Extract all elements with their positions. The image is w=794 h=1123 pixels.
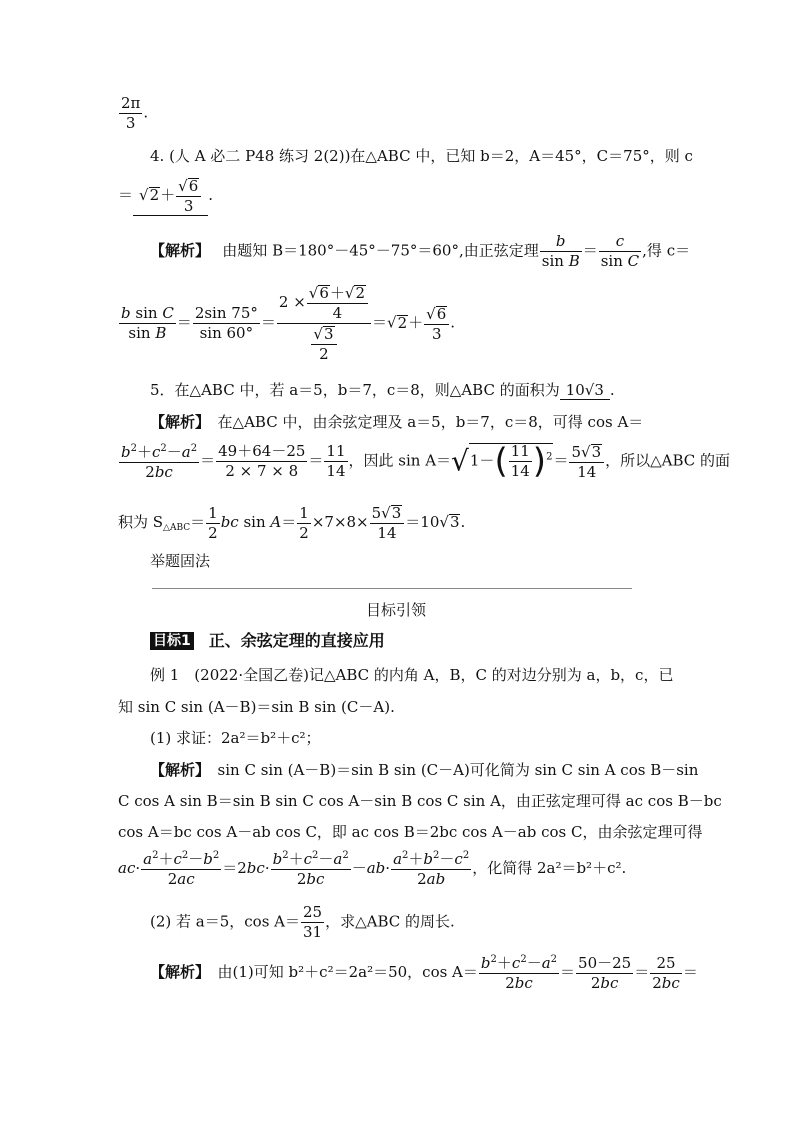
problem-4-answer: ＝ √2＋ $\frac{√6}{3}$ . (118, 177, 214, 215)
solution-4-line1: 【解析】 由题知 B＝180°－45°－75°＝60°,由正弦定理 $\frac{b}{\text{sin B}}$ ＝ $\frac{c}{\text{sin C}}$ ,得 c＝ (150, 232, 691, 270)
divider (152, 588, 632, 589)
problem-4-text: 4. (人 A 必二 P48 练习 2(2))在△ABC 中，已知 b＝2，A＝45°，C＝75°，则 c (150, 147, 693, 165)
solution-e1-line1: 【解析】 sin C sin (A－B)＝sin B sin (C－A)可化简为 sin C sin A cos B－sin (150, 761, 699, 779)
target-heading: 目标引领 (366, 601, 427, 619)
solution-e1-part2: 【解析】 由(1)可知 b²＋c²＝2a²＝50，cos A＝ $\frac{b^2+c^2-a^2}{2bc}$ ＝ $\frac{50-25}{2bc}$ ＝ $\frac{25}{2bc}$ ＝ (150, 953, 698, 992)
solution-5-line3: 积为 $S_{\triangle ABC}=$ $\frac{1}{2}$ bc sin A＝ $\frac{1}{2}$ ×7×8× $\frac{5√3}{14}$ ＝10√3. (118, 503, 466, 542)
solution-5-line1: 【解析】 在△ABC 中，由余弦定理及 a＝5，b＝7，c＝8，可得 cos A＝ (150, 413, 644, 431)
target-badge: 目标1 (150, 632, 194, 650)
solution-e1-line2: C cos A sin B＝sin B sin C cos A－sin B cos C sin A，由正弦定理可得 ac cos B－bc (118, 792, 722, 810)
solution-4-line2: $\frac{\text{b sin C}}{\text{sin B}}$ ＝ $\frac{2\sin 75^\circ}{\sin 60^\circ}$ ＝ 2 × $\frac{√6+√2}{4}$ $\frac{√3}{2}$ ＝√2＋ $\frac{√6}{3}$ . (121, 284, 456, 363)
solution-e1-line4: ac· $\frac{a^2+c^2-b^2}{2ac}$ ＝2bc· $\frac{b^2+c^2-a^2}{2bc}$ －ab· $\frac{a^2+b^2-c^2}{2ab}$ ，化简得 2a²＝b²＋c². (118, 850, 627, 888)
analysis-label: 【解析】 (150, 241, 203, 260)
example-1-line2: 知 sin C sin (A－B)＝sin B sin (C－A). (118, 698, 395, 716)
example-1-line1: 例 1 (2022·全国乙卷)记△ABC 的内角 A，B，C 的对边分别为 a，b，c，已 (150, 666, 674, 684)
example-1-part2: (2) 若 a＝5，cos A＝ $\frac{25}{31}$ ，求△ABC 的周长. (150, 903, 455, 941)
top-fraction: $\frac{2\pi}{3}$ . (121, 94, 149, 132)
target-1-heading: 目标1 正、余弦定理的直接应用 (150, 632, 385, 650)
problem-5-answer: 10√3 (560, 383, 610, 400)
solution-e1-line3: cos A＝bc cos A－ab cos C，即 ac cos B＝2bc cos A－ab cos C，由余弦定理可得 (118, 823, 703, 841)
section-heading: 举题固法 (150, 552, 211, 570)
example-1-part1: (1) 求证：2a²＝b²＋c²； (150, 729, 321, 747)
problem-5: 5．在△ABC 中，若 a＝5，b＝7，c＝8，则△ABC 的面积为 10√3 . (150, 381, 615, 399)
solution-5-line2: $\frac{b^2+c^2-a^2}{2bc}$ ＝ $\frac{49+64-25}{2 \times 7 \times 8}$ ＝ $\frac{11}{14}$ ，因此 sin A＝√1－( $\frac{11}{14}$ )$^2$＝ $\frac{5√3}{14}$ ，所以△ABC 的面 (121, 441, 731, 482)
